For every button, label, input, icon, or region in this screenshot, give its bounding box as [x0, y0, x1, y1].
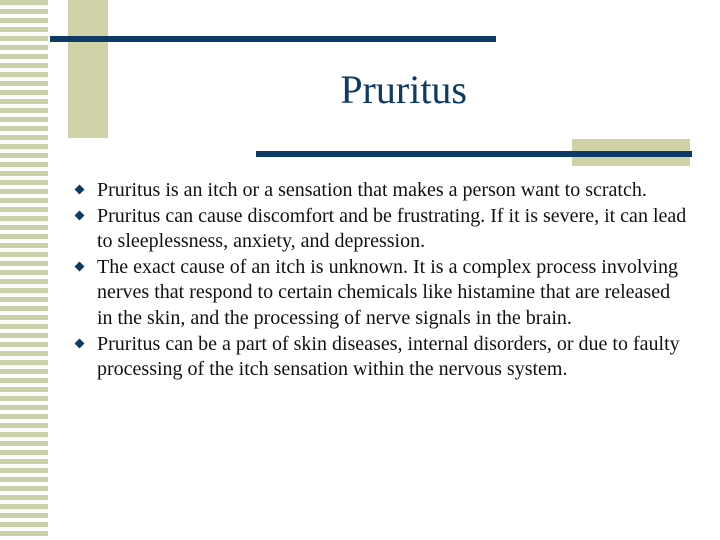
diamond-bullet-icon	[75, 185, 85, 195]
bullet-text: Pruritus can cause discomfort and be frustrating. If it is severe, it can lead to sleeplessness, anxiety, and depression.	[97, 204, 687, 253]
diamond-bullet-icon	[75, 210, 85, 220]
bullet-text: Pruritus can be a part of skin diseases, internal disorders, or due to faulty processing of the itch sensation within the nervous system.	[97, 332, 680, 381]
bullet-item	[70, 178, 690, 204]
decorative-bar-top	[50, 36, 496, 42]
bullet-text: Pruritus is an itch or a sensation that makes a person want to scratch.	[97, 179, 647, 201]
slide-title: Pruritus	[340, 67, 467, 112]
diamond-bullet-icon	[75, 261, 85, 271]
decorative-bar-bottom	[256, 151, 692, 157]
bullet-text: The exact cause of an itch is unknown. It is a complex process involving nerves that respond to certain chemicals like histamine that are released in the skin, and the processing of nerve signals in the brain.	[97, 255, 678, 329]
bullet-list	[70, 178, 690, 383]
diamond-bullet-icon	[75, 338, 85, 348]
bullet-item	[70, 255, 690, 332]
bullet-item	[70, 332, 690, 383]
bullet-item	[70, 204, 690, 255]
